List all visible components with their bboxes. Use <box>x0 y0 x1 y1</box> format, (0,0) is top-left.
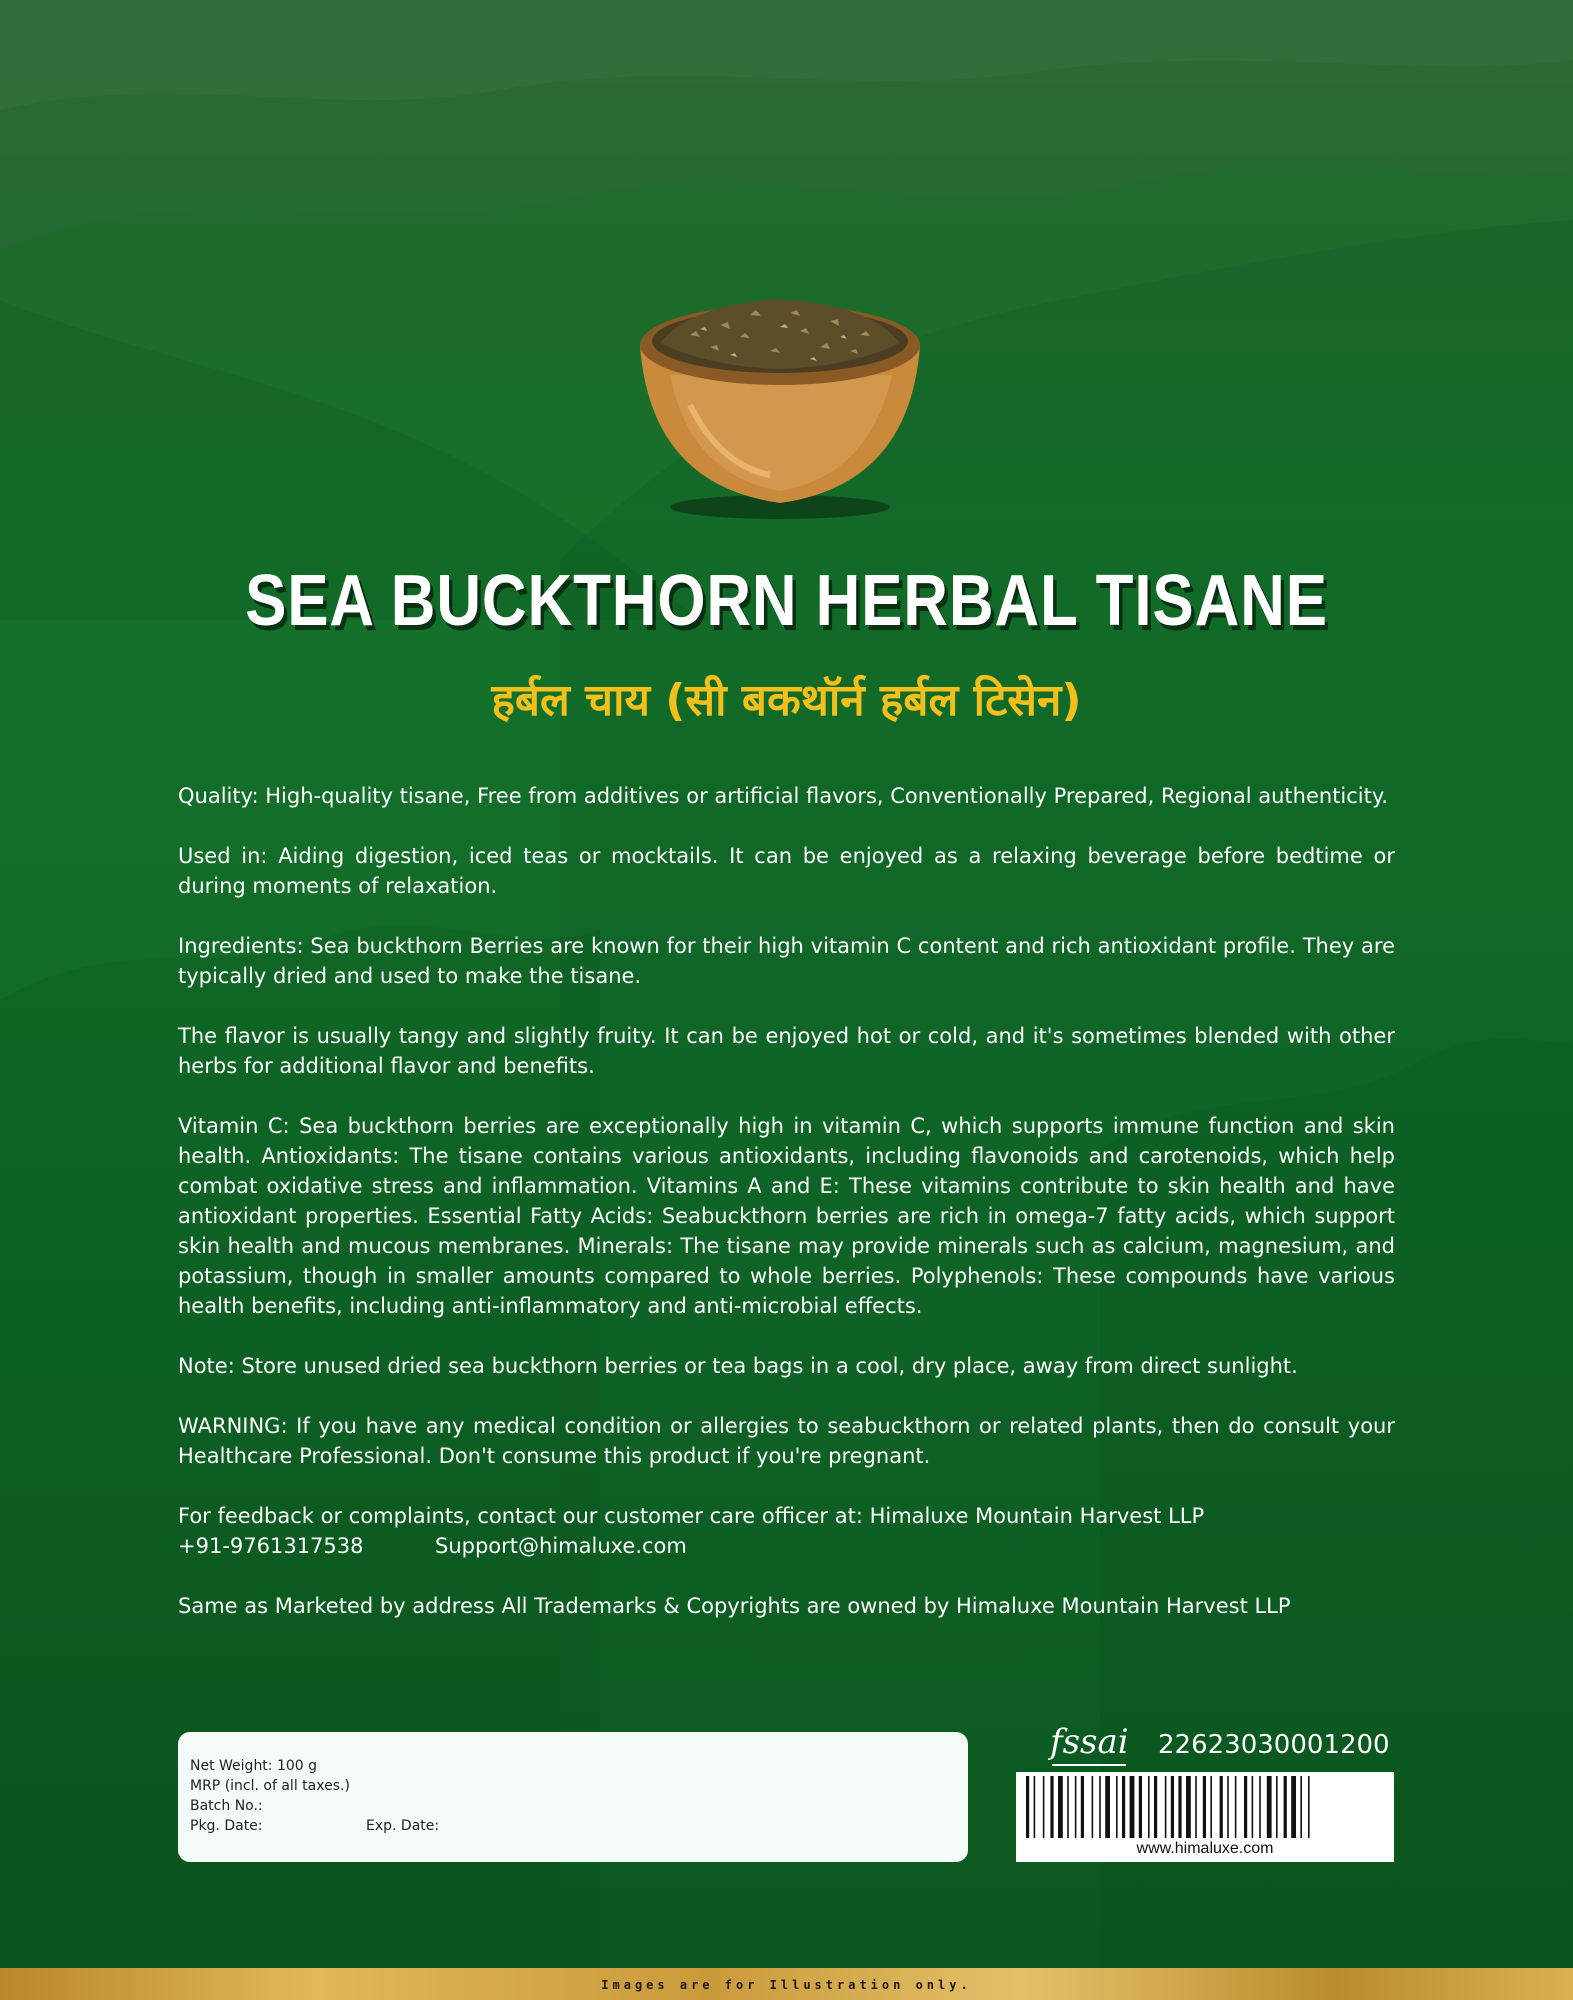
barcode-bar <box>1154 1776 1157 1838</box>
barcode-bar <box>1075 1776 1077 1838</box>
pkg-date-label: Pkg. Date: <box>190 1818 263 1834</box>
contact-line <box>178 1531 1395 1561</box>
barcode-bar <box>1186 1776 1191 1838</box>
net-weight: Net Weight: 100 g <box>190 1758 318 1774</box>
storage-note: Note: Store unused dried sea buckthorn berries or tea bags in a cool, dry place, away from direct sunlight. <box>178 1354 1298 1378</box>
barcode-bar <box>1050 1776 1053 1838</box>
barcode-url: www.himaluxe.com <box>1136 1840 1274 1857</box>
mrp-label: MRP (incl. of all taxes.) <box>190 1778 350 1794</box>
phone-number: +91-9761317538 <box>178 1534 364 1558</box>
footer-disclaimer: Images are for Illustration only. <box>601 1978 972 1992</box>
fssai-logo: fssai <box>1050 1722 1129 1762</box>
quality-paragraph: Quality: High-quality tisane, Free from additives or artificial flavors, Conventionally Prepared, Regional authenticity. <box>178 784 1388 808</box>
barcode-bar <box>1252 1776 1254 1838</box>
barcode-bar <box>1043 1776 1045 1838</box>
barcode-bar <box>1171 1776 1174 1838</box>
barcode-bar <box>1195 1776 1197 1838</box>
barcode-bar <box>1291 1776 1296 1838</box>
barcode-bar <box>1267 1776 1272 1838</box>
support-email: Support@himaluxe.com <box>435 1534 687 1558</box>
barcode-bar <box>1026 1776 1029 1838</box>
product-subtitle-hindi: हर्बल चाय (सी बकथॉर्न हर्बल टिसेन) <box>491 675 1082 726</box>
barcode-bar <box>1210 1776 1212 1838</box>
ingredients-paragraph: Ingredients: Sea buckthorn Berries are known for their high vitamin C content and rich antioxidant profile. They are typically dried and used to make the tisane. <box>178 934 1395 988</box>
barcode-bar <box>1220 1776 1223 1838</box>
warning-paragraph: WARNING: If you have any medical condition or allergies to seabuckthorn or related plants, then do consult your Healthcare Professional. Don't consume this product if you're pregnant. <box>178 1414 1395 1468</box>
used-in-paragraph: Used in: Aiding digestion, iced teas or mocktails. It can be enjoyed as a relaxing beverage before bedtime or during moments of relaxation. <box>178 844 1395 898</box>
barcode-bar <box>1235 1776 1237 1838</box>
batch-info-box <box>178 1732 968 1862</box>
date-row <box>190 1816 439 1836</box>
barcode-bar <box>1099 1776 1101 1838</box>
barcode-bar <box>1067 1776 1069 1838</box>
flavor-paragraph: The flavor is usually tangy and slightly fruity. It can be enjoyed hot or cold, and it's sometimes blended with other herbs for additional flavor and benefits. <box>178 1024 1395 1078</box>
barcode-bar <box>1130 1776 1135 1838</box>
nutrition-paragraph: Vitamin C: Sea buckthorn berries are exceptionally high in vitamin C, which supports immune function and skin health. Antioxidants: The tisane contains various antioxidants, including flavonoids and carotenoids, which help combat oxidative stress and inflammation. Vitamins A and E: These vitamins contribute to skin health and have antioxidant properties. Essential Fatty Acids: Seabuckthorn berries are rich in omega-7 fatty acids, which support skin health and mucous membranes. Minerals: The tisane may provide minerals such as calcium, magnesium, and potassium, though in smaller amounts compared to whole berries. Polyphenols: These compounds have various health benefits, including anti-inflammatory and anti-microbial effects. <box>178 1114 1395 1318</box>
barcode-bar <box>1308 1776 1310 1838</box>
barcode-bar <box>1284 1776 1287 1838</box>
barcode-bar <box>1227 1776 1229 1838</box>
barcode-bar <box>1034 1776 1036 1838</box>
fssai-license-number: 22623030001200 <box>1158 1730 1390 1760</box>
barcode-bar <box>1122 1776 1125 1838</box>
fssai-license <box>1050 1722 1390 1770</box>
tea-bowl-image <box>630 285 930 525</box>
barcode-bar <box>1092 1776 1094 1838</box>
barcode-bar <box>1300 1776 1302 1838</box>
barcode <box>1016 1772 1394 1862</box>
barcode-bar <box>1116 1776 1118 1838</box>
batch-number-label: Batch No.: <box>190 1798 263 1814</box>
trademark-notice: Same as Marketed by address All Trademarks & Copyrights are owned by Himaluxe Mountain Harvest LLP <box>178 1594 1291 1618</box>
barcode-bar <box>1081 1776 1084 1838</box>
barcode-bar <box>1105 1776 1110 1838</box>
barcode-bar <box>1178 1776 1181 1838</box>
barcode-bar <box>1139 1776 1142 1838</box>
fssai-logo-underline <box>1052 1764 1126 1766</box>
barcode-bar <box>1203 1776 1206 1838</box>
barcode-bar <box>1276 1776 1278 1838</box>
feedback-paragraph: For feedback or complaints, contact our customer care officer at: Himaluxe Mountain Harvest LLP <box>178 1504 1205 1528</box>
footer-band <box>0 1968 1573 2000</box>
description-section <box>178 781 1395 1651</box>
barcode-bar <box>1259 1776 1261 1838</box>
exp-date-label: Exp. Date: <box>366 1818 440 1834</box>
barcode-bars <box>1022 1776 1388 1838</box>
barcode-bar <box>1244 1776 1247 1838</box>
barcode-bar <box>1058 1776 1063 1838</box>
barcode-bar <box>1165 1776 1167 1838</box>
product-title: SEA BUCKTHORN HERBAL TISANE <box>245 561 1328 641</box>
barcode-bar <box>1148 1776 1150 1838</box>
